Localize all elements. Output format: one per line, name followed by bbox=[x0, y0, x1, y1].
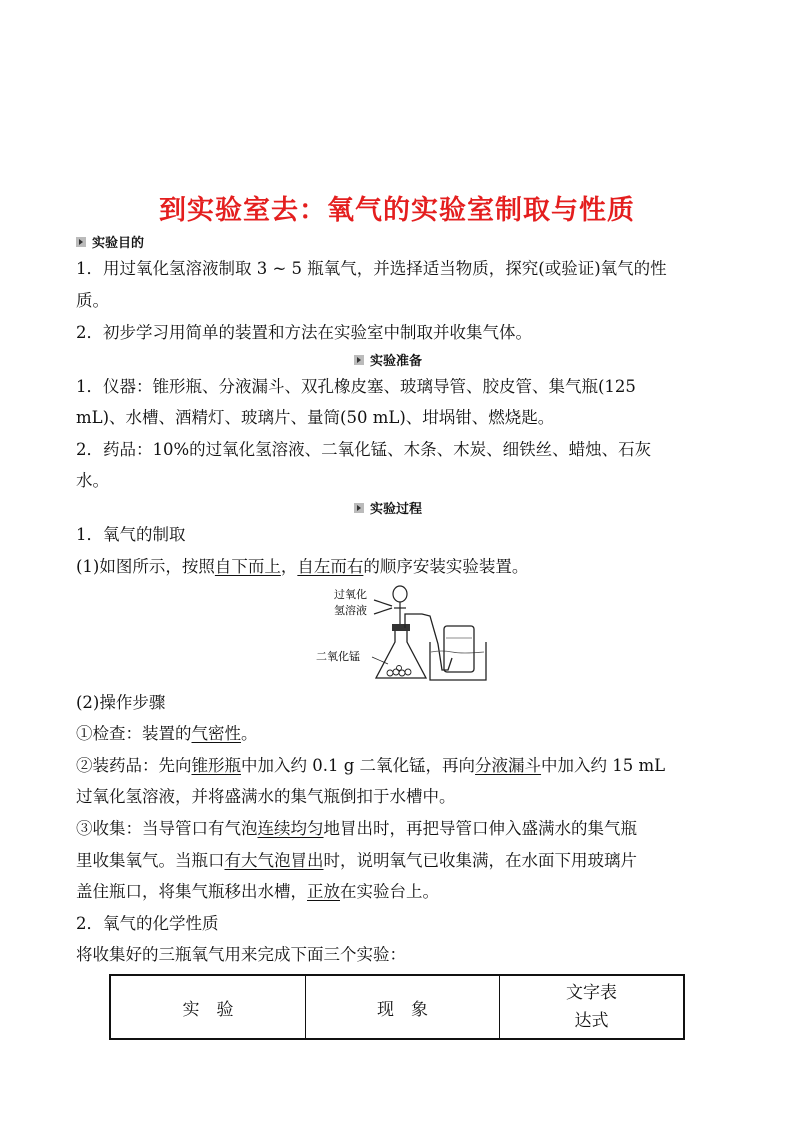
separatory-funnel bbox=[374, 586, 407, 628]
text-span: 中加入约 0.1 g 二氧化锰，再向 bbox=[241, 756, 476, 775]
fill-answer: 锥形瓶 bbox=[191, 756, 241, 775]
section-marker-icon bbox=[354, 354, 366, 366]
text-span: (1)如图所示，按照 bbox=[76, 557, 215, 576]
table-header-phenomenon: 现 象 bbox=[306, 975, 500, 1039]
text-span: 时，说明氧气已收集满，在水面下用玻璃片 bbox=[323, 851, 637, 870]
table-header-experiment: 实 验 bbox=[110, 975, 306, 1039]
text-span: 里收集氧气。当瓶口 bbox=[76, 851, 225, 870]
text-line: (2)操作步骤 bbox=[76, 693, 166, 712]
diagram-label-h2o2-2: 氢溶液 bbox=[334, 604, 367, 617]
text-span: 在实验台上。 bbox=[340, 882, 439, 901]
text-line: mL)、水槽、酒精灯、玻璃片、量筒(50 mL)、坩埚钳、燃烧匙。 bbox=[76, 408, 555, 427]
text-line: 2．药品：10%的过氧化氢溶液、二氧化锰、木条、木炭、细铁丝、蜡烛、石灰 bbox=[76, 440, 652, 459]
mno2-particles bbox=[387, 666, 411, 677]
text-line-collect bbox=[76, 818, 637, 840]
text-span: ， bbox=[280, 557, 298, 576]
header-text-line: 文字表 bbox=[566, 983, 617, 1003]
text-span: ②装药品：先向 bbox=[76, 756, 192, 775]
fill-answer: 分液漏斗 bbox=[475, 756, 542, 775]
section-heading-purpose bbox=[76, 232, 144, 251]
text-line: 1．仪器：锥形瓶、分液漏斗、双孔橡皮塞、玻璃导管、胶皮管、集气瓶(125 bbox=[76, 377, 636, 396]
fill-answer: 自左而右 bbox=[297, 557, 364, 576]
text-line-step1 bbox=[76, 556, 528, 578]
section-heading-text: 实验过程 bbox=[370, 502, 423, 517]
diagram-label-h2o2-1: 过氧化 bbox=[334, 588, 367, 601]
text-span: 。 bbox=[241, 724, 258, 743]
text-span: 地冒出时，再把导管口伸入盛满水的集气瓶 bbox=[323, 819, 637, 838]
text-line: 水。 bbox=[76, 471, 109, 490]
fill-answer: 正放 bbox=[307, 882, 340, 901]
table-header-word-equation bbox=[500, 975, 685, 1039]
fill-answer: 有大气泡冒出 bbox=[224, 851, 324, 870]
text-line: 将收集好的三瓶氧气用来完成下面三个实验： bbox=[76, 945, 406, 964]
section-heading-prep bbox=[354, 350, 422, 369]
section-marker-icon bbox=[76, 236, 88, 248]
experiment-table bbox=[109, 974, 685, 1040]
text-line-load bbox=[76, 755, 665, 777]
diagram-label-mno2: 二氧化锰 bbox=[316, 650, 360, 663]
text-line: 1．用过氧化氢溶液制取 3 ~ 5 瓶氧气，并选择适当物质，探究(或验证)氧气的性 bbox=[76, 259, 667, 278]
rubber-stopper bbox=[392, 624, 410, 631]
fill-answer: 气密性 bbox=[191, 724, 241, 743]
text-span: 盖住瓶口，将集气瓶移出水槽， bbox=[76, 882, 307, 901]
text-span: 中加入约 15 mL bbox=[541, 756, 666, 775]
gas-collection-bottle bbox=[444, 626, 474, 672]
delivery-tube bbox=[405, 614, 452, 670]
text-line-collect bbox=[76, 881, 439, 903]
header-text-line: 达式 bbox=[574, 1011, 609, 1031]
apparatus-diagram bbox=[312, 584, 490, 684]
section-heading-process bbox=[354, 498, 422, 517]
text-line-check bbox=[76, 723, 258, 745]
fill-answer: 自下而上 bbox=[214, 557, 281, 576]
table-header-row bbox=[110, 975, 684, 1039]
text-line: 质。 bbox=[76, 291, 109, 310]
section-heading-text: 实验目的 bbox=[92, 236, 145, 251]
text-line: 2．初步学习用简单的装置和方法在实验室中制取并收集气体。 bbox=[76, 323, 532, 342]
conical-flask bbox=[376, 631, 426, 678]
fill-answer: 连续均匀 bbox=[257, 819, 324, 838]
text-line: 过氧化氢溶液，并将盛满水的集气瓶倒扣于水槽中。 bbox=[76, 787, 456, 806]
text-span: 的顺序安装实验装置。 bbox=[363, 557, 529, 576]
text-span: ③收集：当导管口有气泡 bbox=[76, 819, 258, 838]
text-span: ①检查：装置的 bbox=[76, 724, 192, 743]
text-line: 1．氧气的制取 bbox=[76, 525, 186, 544]
section-marker-icon bbox=[354, 502, 366, 514]
text-line: 2．氧气的化学性质 bbox=[76, 914, 219, 933]
page-title: 到实验室去：氧气的实验室制取与性质 bbox=[159, 195, 635, 226]
text-line-collect bbox=[76, 850, 637, 872]
section-heading-text: 实验准备 bbox=[370, 354, 423, 369]
